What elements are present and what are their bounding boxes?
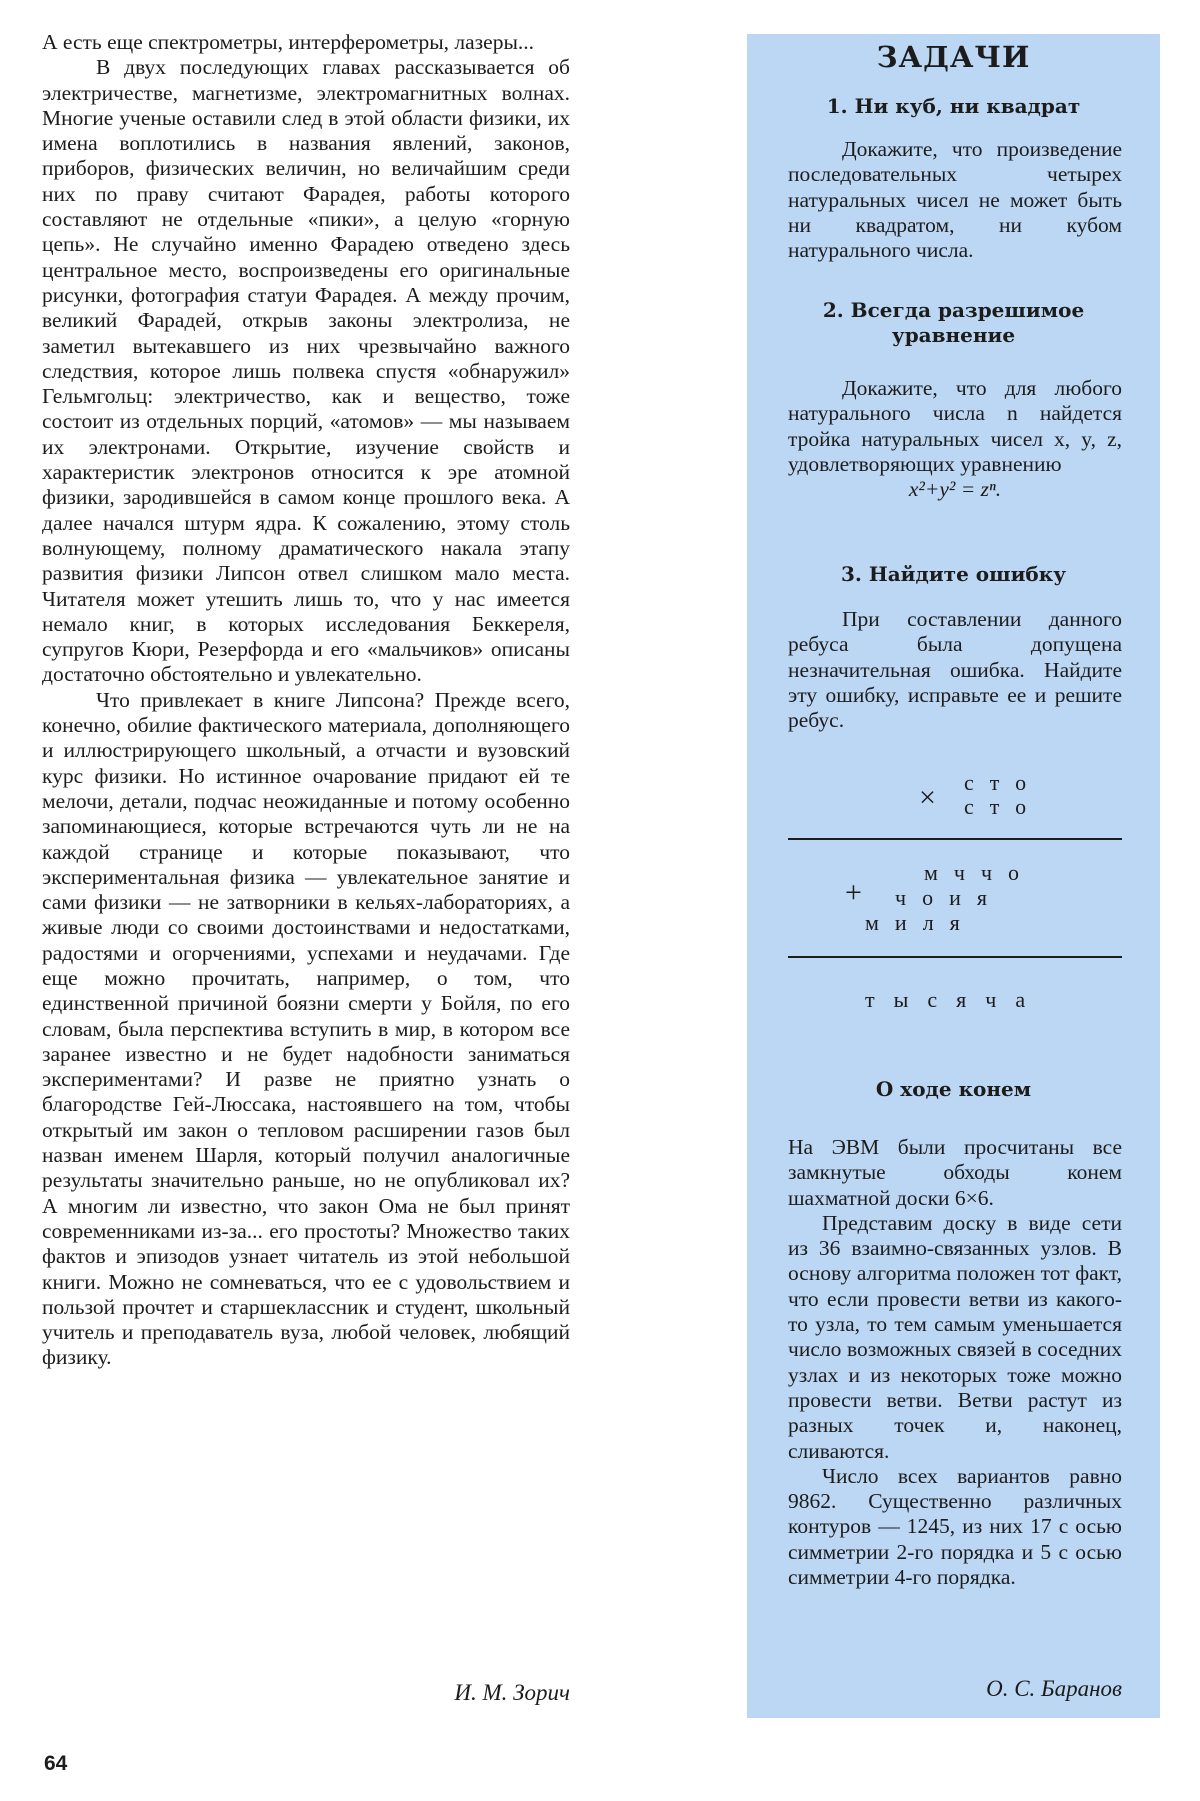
review-paragraph: А есть еще спектрометры, интерферометры, лазеры... <box>42 30 535 54</box>
review-author-signature: И. М. Зорич <box>454 1680 570 1705</box>
task1-heading: 1. Ни куб, ни квадрат <box>826 94 1081 118</box>
knight-body <box>788 1135 1122 1590</box>
knight-heading: О ходе конем <box>875 1077 1032 1101</box>
rebus-factor1: сто <box>964 770 1043 795</box>
multiply-sign: × <box>919 781 936 814</box>
review-paragraph: В двух последующих главах рассказывается об электричестве, магнетизме, электромагнитных волнах. Многие ученые оставили след в этой области физики, их имена воплотились в названия явлений, законов, приборов, физических величин, но величайшим среди них по праву считают Фарадея, работы которого составляют не отдельные «пики», а целую «горную цепь». Не случайно именно Фарадею отведено здесь центральное место, воспроизведены его оригинальные рисунки, фотография статуи Фарадея. А между прочим, великий Фарадей, открыв законы электролиза, не заметил вытекавшего из них чрезвычайно важного следствия, которое лишь полвека спустя «обнаружил» Гельмгольц: электричество, как и вещество, тоже состоит из отдельных порций, «атомов» — мы называем их электронами. Открытие, изучение свойств и характеристик электронов относится к эре атомной физики, зародившейся в самом конце прошлого века. А далее начался штурм ядра. К сожалению, этому столь волнующему, полному драматического накала этапу развития физики Липсон отвел слишком мало места. Читателя может утешить лишь то, что у нас имеется немало книг, в которых исследования Беккереля, супругов Кюри, Резерфорда и его «мальчиков» описаны достаточно обстоятельно и увлекательно. <box>42 55 570 687</box>
rebus-result: тысяча <box>865 987 1045 1012</box>
review-paragraph: Что привлекает в книге Липсона? Прежде всего, конечно, обилие фактического материала, дополняющего и иллюстрирующего школьный, а отчасти и вузовский курс физики. Но истинное очарование придают ей те мелочи, детали, подчас неожиданные и потому особенно запоминающиеся, которые встречаются чуть ли не на каждой странице и которые показывают, что экспериментальная физика — увлекательное занятие и сами физики — не затворники в кельях-лабораториях, а живые люди со своими достоинствами и недостатками, радостями и огорчениями, успехами и неудачами. Где еще можно прочитать, например, о том, что единственной причиной боязни смерти у Бойля, по его словам, была перспектива вступить в мир, в котором все заранее известно и не будет надобности заниматься экспериментами? И разве не приятно узнать о благородстве Гей-Люссака, настоявшего на том, чтобы открытый им закон о тепловом расширении газов был назван именем Шарля, который получил аналогичные результаты значительно раньше, но не опубликовал их? А многим ли известно, что закон Ома не был принят современниками из-за... его простоты? Множество таких фактов и эпизодов узнает читатель из этой небольшой книги. Можно не сомневаться, что ее с удовольствием и пользой прочтет и старшеклассник и студент, школьный учитель и преподаватель вуза, любой человек, любящий физику. <box>42 687 570 1370</box>
knight-paragraph: Представим доску в виде сети из 36 взаимно-связанных узлов. В основу алгоритма положен тот факт, что если провести ветви из какого-то узла, то тем самым уменьшается число возможных связей в соседних узлах и из некоторых тоже можно провести ветви. Ветви растут из разных точек и, наконец, сливаются. <box>788 1210 1122 1463</box>
task1-text: Докажите, что произведение последовательных четырех натуральных чисел не может быть ни квадратом, ни кубом натурального числа. <box>788 137 1122 263</box>
task2-equation: x²+y² = zⁿ. <box>908 477 1002 502</box>
rebus-partial2: чоия <box>895 885 1003 910</box>
page-number: 64 <box>44 1752 68 1775</box>
task2-body <box>788 376 1122 502</box>
task2-heading-line1: 2. Всегда разрешимое <box>822 298 1085 322</box>
rebus-partial3: миля <box>865 910 976 935</box>
task2-heading-line2: уравнение <box>891 323 1016 347</box>
tasks-sidebar <box>747 34 1160 1718</box>
task1-body <box>788 137 1122 263</box>
task3-heading: 3. Найдите ошибку <box>840 562 1067 586</box>
rebus-line-1 <box>788 838 1122 840</box>
rebus-partial1: мччо <box>924 860 1036 885</box>
task2-text: Докажите, что для любого натурального числа n найдется тройка натуральных чисел x, y, z, удовлетворяющих уравнению <box>788 376 1122 476</box>
task3-body <box>788 607 1122 733</box>
tasks-author-signature: О. С. Баранов <box>986 1676 1122 1701</box>
knight-paragraph: На ЭВМ были просчитаны все замкнутые обходы конем шахматной доски 6×6. <box>788 1135 1122 1210</box>
rebus-line-2 <box>788 956 1122 958</box>
knight-paragraph: Число всех вариантов равно 9862. Существенно различных контуров — 1245, из них 17 с осью симметрии 2-го порядка и 5 с осью симметрии 4-го порядка. <box>788 1463 1122 1590</box>
rebus-factor2: сто <box>964 794 1043 819</box>
task3-text: При составлении данного ребуса была допущена незначительная ошибка. Найдите эту ошибку, исправьте ее и решите ребус. <box>788 607 1122 733</box>
book-review-column <box>42 30 570 1371</box>
plus-sign: + <box>845 876 862 909</box>
tasks-title: ЗАДАЧИ <box>876 40 1031 74</box>
